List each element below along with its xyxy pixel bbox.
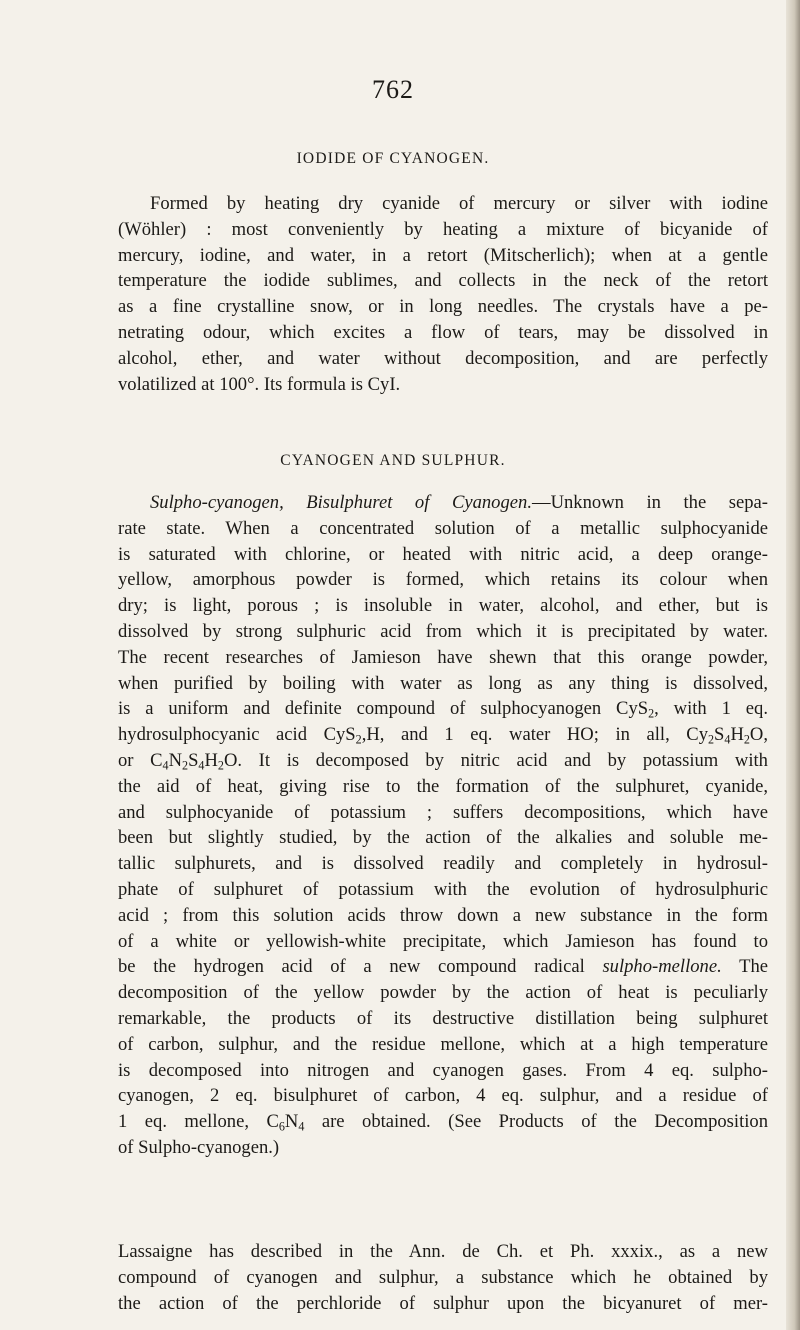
text-line: compound of cyanogen and sulphur, a substance which he obtained by bbox=[118, 1266, 768, 1288]
text-line: dissolved by strong sulphuric acid from which it is precipitated by water. bbox=[118, 620, 768, 642]
text-line: mercury, iodine, and water, in a retort (Mitscherlich); when at a gentle bbox=[118, 244, 768, 266]
text-line: alcohol, ether, and water without decomposition, and are perfectly bbox=[118, 347, 768, 369]
text-line: decomposition of the yellow powder by the action of heat is peculiarly bbox=[118, 982, 768, 1004]
text-line: phate of sulphuret of potassium with the evolution of hydrosulphuric bbox=[118, 878, 768, 900]
page-number: 762 bbox=[372, 75, 414, 104]
text-line: Lassaigne has described in the Ann. de Ch. et Ph. xxxix., as a new bbox=[118, 1241, 768, 1262]
paragraph-iodide bbox=[118, 191, 768, 397]
section-heading-sulphur: CYANOGEN AND SULPHUR. bbox=[280, 452, 506, 469]
formula-line: 1 eq. mellone, $C_6N_4$ are obtained. (See Products of the Decomposition bbox=[118, 1111, 768, 1134]
text-line: Sulpho-cyanogen, Bisulphuret of Cyanogen.—Unknown in the sepa- bbox=[150, 492, 768, 513]
section-heading-iodide: IODIDE OF CYANOGEN. bbox=[296, 150, 490, 167]
text-line: Formed by heating dry cyanide of mercury or silver with iodine bbox=[150, 193, 768, 214]
text-line: the aid of heat, giving rise to the formation of the sulphuret, cyanide, bbox=[118, 775, 768, 797]
text-line: yellow, amorphous powder is formed, which retains its colour when bbox=[118, 569, 768, 591]
text-line: cyanogen, 2 eq. bisulphuret of carbon, 4 eq. sulphur, and a residue of bbox=[118, 1085, 768, 1107]
text-line: of a white or yellowish-white precipitate, which Jamieson has found to bbox=[118, 930, 768, 952]
text-line: the action of the perchloride of sulphur upon the bicyanuret of mer- bbox=[118, 1292, 768, 1314]
formula-line: or $C_4N_2S_4H_2O$. It is decomposed by nitric acid and by potassium with bbox=[118, 749, 768, 773]
text-line: dry; is light, porous ; is insoluble in water, alcohol, and ether, but is bbox=[118, 595, 768, 617]
text-line: be the hydrogen acid of a new compound radical sulpho-mellone. The bbox=[118, 956, 768, 978]
text-line: acid ; from this solution acids throw down a new substance in the form bbox=[118, 904, 768, 926]
text-line: The recent researches of Jamieson have shewn that this orange powder, bbox=[118, 646, 768, 668]
text-line: volatilized at 100°. Its formula is CyI. bbox=[118, 373, 401, 395]
text-line: been but slightly studied, by the action of the alkalies and soluble me- bbox=[118, 827, 768, 849]
text-line: is decomposed into nitrogen and cyanogen gases. From 4 eq. sulpho- bbox=[118, 1059, 768, 1081]
italic-term: sulpho-mellone. bbox=[602, 956, 722, 978]
page-edge-shadow bbox=[786, 0, 800, 1330]
text-line: and sulphocyanide of potassium ; suffers decompositions, which have bbox=[118, 801, 768, 823]
text-line: is saturated with chlorine, or heated with nitric acid, a deep orange- bbox=[118, 543, 768, 565]
text-line: when purified by boiling with water as long as any thing is dissolved, bbox=[118, 672, 768, 694]
text-line: remarkable, the products of its destructive distillation being sulphuret bbox=[118, 1007, 768, 1029]
paragraph-sulpho-cyanogen bbox=[118, 490, 768, 1161]
paragraph-lassaigne bbox=[118, 1239, 768, 1316]
text-line: (Wöhler) : most conveniently by heating a mixture of bicyanide of bbox=[118, 218, 768, 240]
italic-title: Sulpho-cyanogen, Bisulphuret of Cyanogen. bbox=[150, 492, 532, 513]
text-line: as a fine crystalline snow, or in long needles. The crystals have a pe- bbox=[118, 296, 768, 318]
text-line: netrating odour, which excites a flow of tears, may be dissolved in bbox=[118, 321, 768, 343]
formula-line: is a uniform and definite compound of sulphocyanogen CyS$_2$, with 1 eq. bbox=[118, 698, 768, 721]
text-line: of carbon, sulphur, and the residue mellone, which at a high temperature bbox=[118, 1033, 768, 1055]
text-line: of Sulpho-cyanogen.) bbox=[118, 1136, 280, 1158]
formula-line: hydrosulphocyanic acid CyS$_2$,H, and 1 eq. water HO; in all, $Cy_2S_4H_2O$, bbox=[118, 724, 768, 747]
text-line: tallic sulphurets, and is dissolved readily and completely in hydrosul- bbox=[118, 853, 768, 875]
text-line: temperature the iodide sublimes, and collects in the neck of the retort bbox=[118, 270, 768, 292]
text-line: rate state. When a concentrated solution of a metallic sulphocyanide bbox=[118, 517, 768, 539]
